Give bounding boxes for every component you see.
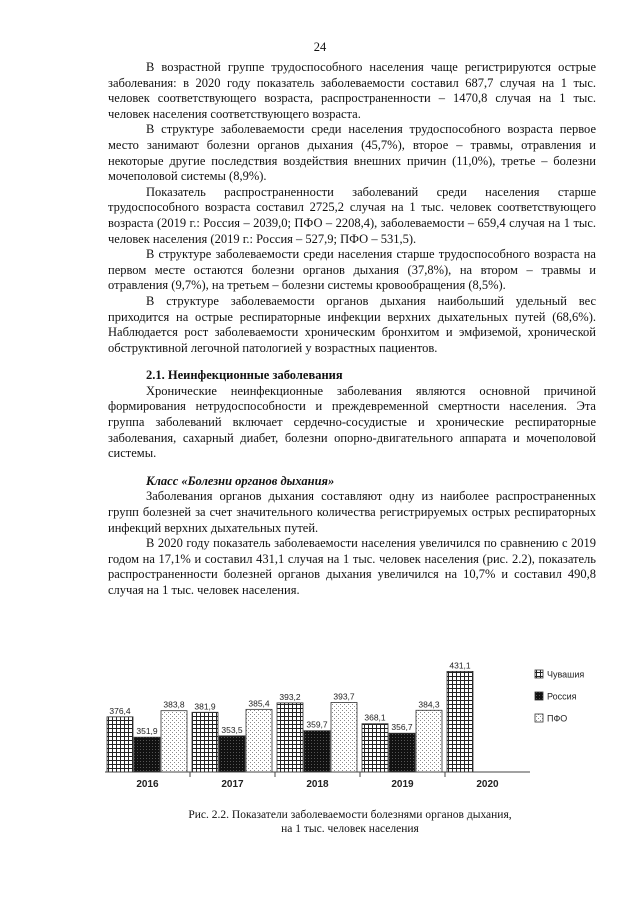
data-label: 353,5 (221, 724, 243, 735)
bar-Чувашия-2019 (362, 724, 388, 772)
legend-swatch (535, 670, 543, 678)
bar-Россия-2019 (389, 733, 415, 772)
figure-caption (100, 808, 600, 836)
data-label: 368,1 (364, 712, 386, 723)
bar-Россия-2018 (304, 731, 330, 772)
document-body (108, 60, 596, 599)
page-number: 24 (313, 40, 327, 54)
paragraph: В структуре заболеваемости среди населения трудоспособного возраста первое место занимают болезни органов дыхания (45,7%), второе – травмы, отравления и некоторые другие последствия воздействия внешних причин (11,0%), третье – болезни мочеполовой системы (8,9%). (108, 122, 596, 184)
data-label: 431,1 (449, 660, 471, 671)
data-label: 376,4 (109, 705, 131, 716)
bar-Чувашия-2020 (447, 671, 473, 772)
data-label: 383,8 (163, 699, 185, 710)
bar-Россия-2016 (134, 737, 160, 772)
legend-label: Россия (547, 691, 577, 702)
bar-Чувашия-2017 (192, 712, 218, 772)
class-subheading: Класс «Болезни органов дыхания» (146, 473, 335, 488)
paragraph: Хронические неинфекционные заболевания являются основной причиной формирования нетрудоспособности и преждевременной смертности населения. Эта группа заболеваний включает сердечно-сосудистые и хронические респираторные заболевания, сахарный диабет, болезни опорно-двигательного аппарата и мочеполовой системы. (108, 383, 596, 461)
data-label: 393,7 (333, 691, 355, 702)
caption-line-1: Рис. 2.2. Показатели заболеваемости болезнями органов дыхания, (188, 809, 512, 821)
bar-ПФО-2018 (331, 702, 357, 772)
data-label: 356,7 (391, 722, 413, 733)
legend-swatch (535, 714, 543, 722)
bar-chart (100, 652, 600, 802)
chart-svg (100, 652, 600, 802)
bar-Чувашия-2018 (277, 703, 303, 772)
bar-ПФО-2016 (161, 711, 187, 772)
data-label: 393,2 (279, 691, 301, 702)
bar-Чувашия-2016 (107, 717, 133, 772)
caption-line-2: на 1 тыс. человек населения (281, 823, 419, 835)
paragraph: Показатель распространенности заболеваний среди населения старше трудоспособного возраста составил 2725,2 случая на 1 тыс. человек соответствующего возраста (2019 г.: Россия – 2039,0; ПФО – 2208,4), заболеваемости – 659,4 случая на 1 тыс. человек населения (2019 г.: Россия – 527,9; ПФО – 531,5). (108, 184, 596, 246)
bar-Россия-2017 (219, 736, 245, 772)
data-label: 381,9 (194, 701, 216, 712)
legend-label: Чувашия (547, 669, 585, 680)
x-tick-label: 2020 (476, 779, 499, 790)
data-label: 385,4 (248, 698, 270, 709)
x-tick-label: 2017 (221, 779, 244, 790)
paragraph: В структуре заболеваемости среди населения старше трудоспособного возраста на первом месте остаются болезни органов дыхания (37,8%), на втором – травмы и отравления (9,7%), на третьем – болезни системы кровообращения (8,5%). (108, 247, 596, 293)
paragraph: Заболевания органов дыхания составляют одну из наиболее распространенных групп болезней за счет значительного количества регистрируемых острых респираторных инфекций верхних дыхательных путей. (108, 489, 596, 535)
paragraph: В 2020 году показатель заболеваемости населения увеличился по сравнению с 2019 годом на 17,1% и составил 431,1 случая на 1 тыс. человек населения (рис. 2.2), показатель распространенности болезней органов дыхания увеличился на 10,7% и составил 490,8 случая на 1 тыс. человек населения. (108, 536, 596, 597)
paragraph: В возрастной группе трудоспособного населения чаще регистрируются острые заболевания: в 2020 году показатель заболеваемости составил 687,7 случая на 1 тыс. человек соответствующего возраста, распространенности – 1470,8 случая на 1 тыс. человек населения соответствующего возраста. (108, 60, 596, 121)
data-label: 359,7 (306, 719, 328, 730)
paragraph: В структуре заболеваемости органов дыхания наибольший удельный вес приходится на острые респираторные инфекции верхних дыхательных путей (68,6%). Наблюдается рост заболеваемости хроническим бронхитом и эмфиземой, хронической обструктивной легочной патологией у возрастных пациентов. (108, 293, 596, 355)
bar-ПФО-2017 (246, 709, 272, 772)
bar-ПФО-2019 (416, 710, 442, 772)
x-tick-label: 2016 (136, 779, 159, 790)
legend-swatch (535, 692, 543, 700)
data-label: 384,3 (418, 699, 440, 710)
x-tick-label: 2019 (391, 779, 414, 790)
data-label: 351,9 (136, 726, 158, 737)
section-heading: 2.1. Неинфекционные заболевания (146, 368, 343, 383)
x-tick-label: 2018 (306, 779, 329, 790)
legend-label: ПФО (547, 713, 568, 724)
